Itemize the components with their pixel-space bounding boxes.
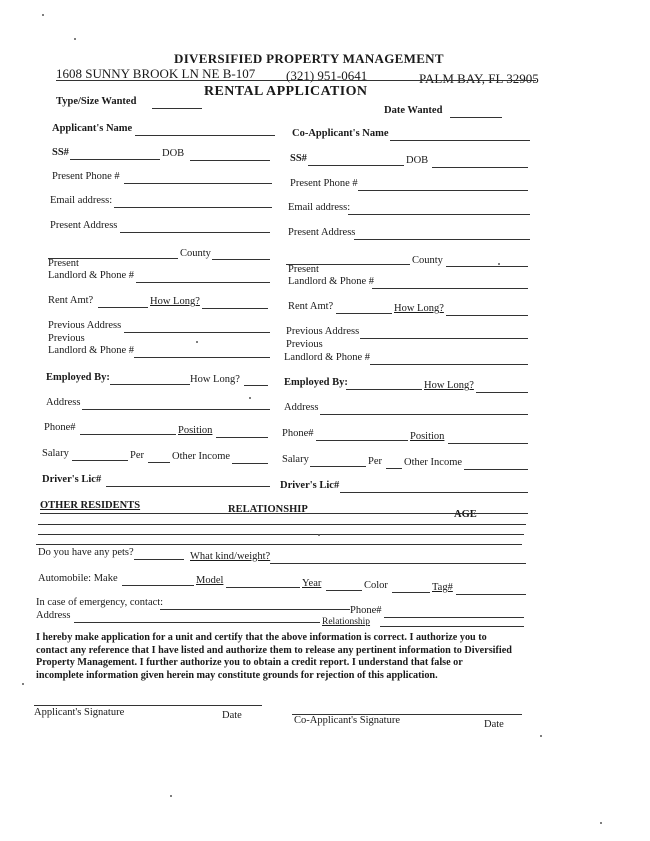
coapp-county-label: County	[412, 255, 443, 266]
scan-speck	[42, 14, 44, 16]
applicant-landlord-label: Landlord & Phone #	[48, 270, 135, 281]
coapp-employed-label: Employed By:	[284, 377, 348, 388]
coapp-phone-label: Present Phone #	[290, 178, 358, 189]
applicant-prev-address-label: Previous Address	[48, 320, 122, 331]
applicant-per-field[interactable]	[148, 462, 170, 463]
applicant-phone-label: Present Phone #	[52, 171, 120, 182]
certification-line-2: contact any reference that I have listed and authorize them to release any pertinent information to Diversified	[36, 644, 512, 656]
applicant-other-income-label: Other Income	[172, 451, 231, 462]
coapp-emp-howlong-field[interactable]	[476, 392, 528, 393]
coapp-emp-phone-label: Phone#	[282, 428, 314, 439]
coapp-rent-label: Rent Amt?	[288, 301, 334, 312]
company-street: 1608 SUNNY BROOK LN NE B-107	[56, 66, 256, 81]
scan-speck	[498, 263, 500, 265]
coapp-employed-field[interactable]	[346, 389, 422, 390]
coapp-position-label: Position	[410, 431, 445, 442]
emergency-address-field[interactable]	[74, 622, 320, 623]
scan-speck	[249, 397, 251, 399]
auto-model-label: Model	[196, 575, 224, 586]
other-residents-heading: OTHER RESIDENTS	[40, 500, 141, 511]
residents-rule	[40, 513, 528, 514]
applicant-phone-field[interactable]	[124, 183, 272, 184]
applicant-county-label: County	[180, 248, 211, 259]
applicant-other-income-field[interactable]	[232, 463, 268, 464]
auto-make-field[interactable]	[122, 585, 194, 586]
applicant-emp-phone-field[interactable]	[80, 434, 176, 435]
applicant-date-label: Date	[222, 710, 242, 721]
applicant-previous-label: Previous	[48, 333, 85, 344]
coapp-dob-field[interactable]	[432, 167, 528, 168]
applicant-dob-label: DOB	[162, 148, 185, 159]
coapp-other-income-field[interactable]	[464, 469, 528, 470]
certification-line-3: Property Management. I further authorize you to obtain a credit report. I understand that false or	[36, 657, 463, 668]
pets-label: Do you have any pets?	[38, 547, 134, 558]
coapp-prev-address-field[interactable]	[360, 338, 528, 339]
scan-speck	[318, 534, 320, 536]
coapp-ss-label: SS#	[290, 153, 307, 164]
coapp-address-label: Present Address	[288, 227, 356, 238]
auto-model-field[interactable]	[226, 587, 300, 588]
coapp-prev-address-label: Previous Address	[286, 326, 360, 337]
applicant-license-label: Driver's Lic#	[42, 474, 102, 485]
applicant-emp-howlong-field[interactable]	[244, 385, 268, 386]
applicant-emp-phone-label: Phone#	[44, 422, 76, 433]
emergency-relationship-field[interactable]	[380, 626, 524, 627]
applicant-position-field[interactable]	[216, 437, 268, 438]
coapp-signature-label: Co-Applicant's Signature	[294, 715, 400, 726]
coapp-per-field[interactable]	[386, 468, 402, 469]
auto-tag-field[interactable]	[456, 594, 526, 595]
form-title: RENTAL APPLICATION	[204, 84, 368, 99]
relationship-heading: RELATIONSHIP	[228, 504, 308, 515]
applicant-name-label: Applicant's Name	[52, 123, 133, 134]
auto-year-field[interactable]	[326, 590, 362, 591]
type-size-label: Type/Size Wanted	[56, 96, 137, 107]
applicant-signature-field[interactable]	[34, 705, 262, 706]
emergency-phone-field[interactable]	[384, 617, 524, 618]
resident-row-1[interactable]	[38, 524, 526, 525]
certification-line-1: I hereby make application for a unit and certify that the above information is correct. I authorize you to	[36, 632, 487, 643]
auto-color-label: Color	[364, 580, 388, 591]
applicant-employed-label: Employed By:	[46, 372, 110, 383]
coapp-prev-landlord-label: Landlord & Phone #	[284, 352, 371, 363]
applicant-email-field[interactable]	[114, 207, 272, 208]
applicant-present-label: Present	[48, 258, 79, 269]
applicant-position-label: Position	[178, 425, 213, 436]
coapp-landlord-label: Landlord & Phone #	[288, 276, 375, 287]
coapp-emp-phone-field[interactable]	[316, 440, 408, 441]
coapp-email-field[interactable]	[348, 214, 530, 215]
emergency-label: In case of emergency, contact:	[36, 597, 164, 608]
coapp-emp-howlong-label: How Long?	[424, 380, 474, 391]
coapp-county-field[interactable]	[446, 266, 528, 267]
coapp-position-field[interactable]	[448, 443, 528, 444]
coapp-other-income-label: Other Income	[404, 457, 463, 468]
coapp-date-label: Date	[484, 719, 504, 730]
applicant-ss-field[interactable]	[70, 159, 160, 160]
applicant-salary-label: Salary	[42, 448, 69, 459]
applicant-address-label: Present Address	[50, 220, 118, 231]
auto-tag-label: Tag#	[432, 582, 453, 593]
applicant-ss-label: SS#	[52, 147, 69, 158]
coapp-salary-label: Salary	[282, 454, 309, 465]
pets-field[interactable]	[134, 559, 184, 560]
applicant-prev-address-field[interactable]	[124, 332, 270, 333]
applicant-rent-field[interactable]	[98, 307, 148, 308]
coapp-previous-label: Previous	[286, 339, 323, 350]
coapp-landlord-field[interactable]	[372, 288, 528, 289]
coapp-howlong-field[interactable]	[446, 315, 528, 316]
coapp-emp-address-label: Address	[284, 402, 319, 413]
certification-line-4: incomplete information given herein may constitute grounds for rejection of this application.	[36, 669, 438, 681]
scan-speck	[600, 822, 602, 824]
coapp-salary-field[interactable]	[310, 466, 366, 467]
coapp-emp-address-field[interactable]	[320, 414, 528, 415]
date-wanted-field[interactable]	[450, 117, 502, 118]
auto-make-label: Automobile: Make	[38, 573, 118, 584]
pets-kind-label: What kind/weight?	[190, 551, 271, 562]
resident-row-2[interactable]	[38, 534, 524, 535]
applicant-howlong-field[interactable]	[202, 308, 268, 309]
scan-speck	[540, 735, 542, 737]
coapp-license-field[interactable]	[340, 492, 528, 493]
resident-row-3[interactable]	[36, 544, 522, 545]
applicant-emp-address-field[interactable]	[82, 409, 270, 410]
coapp-present-label: Present	[288, 264, 319, 275]
certification-paragraph	[36, 632, 536, 682]
coapp-phone-field[interactable]	[358, 190, 528, 191]
type-size-field[interactable]	[152, 108, 202, 109]
emergency-relationship-label: Relationship	[322, 617, 371, 627]
coapp-email-label: Email address:	[288, 202, 351, 213]
coapp-per-label: Per	[368, 456, 382, 467]
emergency-phone-label: Phone#	[350, 605, 382, 616]
date-wanted-label: Date Wanted	[384, 105, 443, 116]
applicant-address-field[interactable]	[120, 232, 270, 233]
applicant-emp-howlong-label: How Long?	[190, 374, 240, 385]
coapp-howlong-label: How Long?	[394, 303, 444, 314]
coapp-prev-landlord-field[interactable]	[370, 364, 528, 365]
applicant-prev-landlord-label: Landlord & Phone #	[48, 345, 135, 356]
applicant-county-field[interactable]	[212, 259, 270, 260]
company-phone: (321) 951-0641	[286, 68, 368, 83]
applicant-prev-landlord-field[interactable]	[134, 357, 270, 358]
emergency-field[interactable]	[160, 609, 350, 610]
applicant-name-field[interactable]	[135, 135, 275, 136]
age-heading: AGE	[454, 509, 477, 520]
applicant-dob-field[interactable]	[190, 160, 270, 161]
company-name: DIVERSIFIED PROPERTY MANAGEMENT	[174, 51, 444, 66]
header-rule	[56, 80, 536, 81]
coapp-address-field[interactable]	[354, 239, 530, 240]
scan-speck	[170, 795, 172, 797]
coapp-ss-field[interactable]	[308, 165, 404, 166]
applicant-landlord-field[interactable]	[136, 282, 270, 283]
applicant-email-label: Email address:	[50, 195, 113, 206]
scan-speck	[196, 341, 198, 343]
coapp-dob-label: DOB	[406, 155, 429, 166]
scan-speck	[22, 683, 24, 685]
company-city: PALM BAY, FL 32905	[419, 71, 539, 86]
auto-year-label: Year	[302, 578, 322, 589]
applicant-per-label: Per	[130, 450, 144, 461]
coapp-name-field[interactable]	[390, 140, 530, 141]
applicant-license-field[interactable]	[106, 486, 270, 487]
applicant-signature-label: Applicant's Signature	[34, 707, 125, 718]
coapp-license-label: Driver's Lic#	[280, 480, 340, 491]
applicant-employed-field[interactable]	[110, 384, 190, 385]
auto-color-field[interactable]	[392, 592, 430, 593]
scan-speck	[74, 38, 76, 40]
emergency-address-label: Address	[36, 610, 71, 621]
coapp-name-label: Co-Applicant's Name	[292, 128, 389, 139]
coapp-rent-field[interactable]	[336, 313, 392, 314]
pets-kind-field[interactable]	[270, 563, 526, 564]
applicant-emp-address-label: Address	[46, 397, 81, 408]
applicant-howlong-label: How Long?	[150, 296, 200, 307]
applicant-rent-label: Rent Amt?	[48, 295, 94, 306]
applicant-salary-field[interactable]	[72, 460, 128, 461]
